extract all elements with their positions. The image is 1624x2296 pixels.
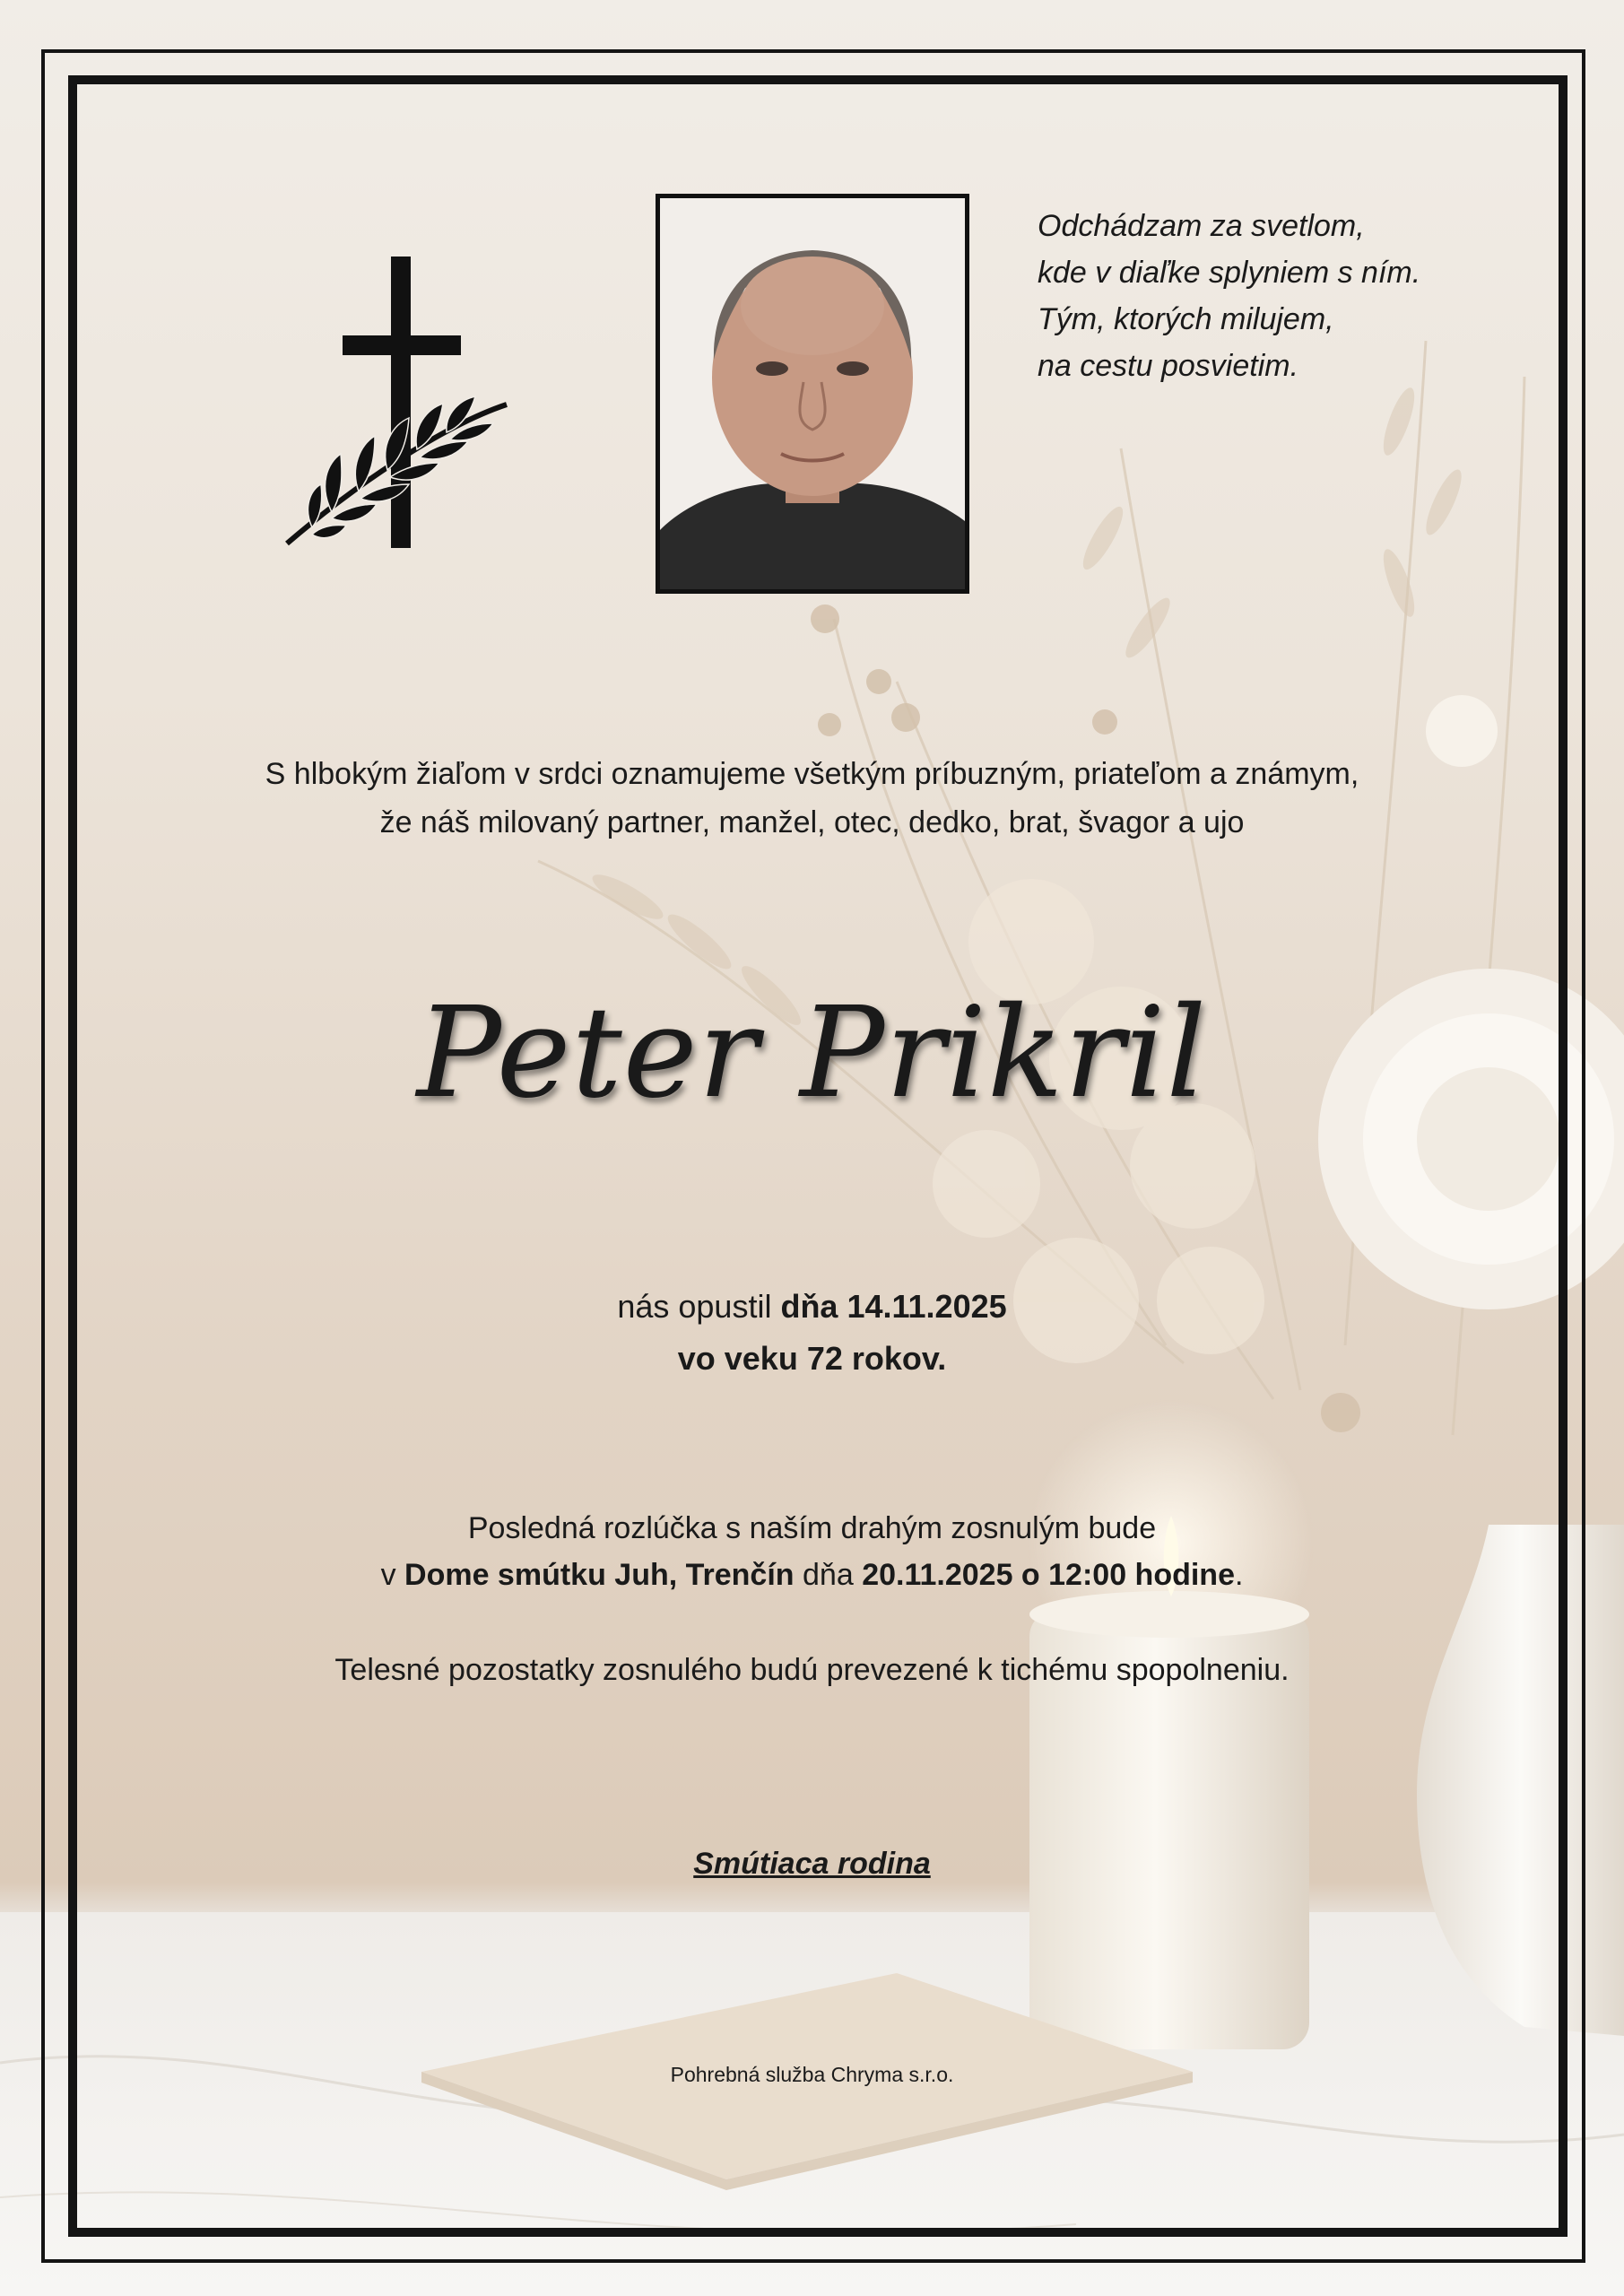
death-prefix: nás opustil	[617, 1288, 772, 1325]
remains-text: Telesné pozostatky zosnulého budú prevezené k tichému spopolneniu.	[334, 1653, 1290, 1687]
poem-line: kde v diaľke splyniem s ním.	[1038, 256, 1421, 290]
poem-line: Odchádzam za svetlom,	[1038, 209, 1365, 243]
farewell-line-2	[0, 1552, 1624, 1598]
farewell-line-1: Posledná rozlúčka s naším drahým zosnulým bude	[467, 1511, 1157, 1545]
portrait-image	[660, 198, 965, 589]
death-age: vo veku 72 rokov.	[677, 1340, 947, 1377]
announcement-line-1: S hlbokým žiaľom v srdci oznamujeme všetkým príbuzným, priateľom a známym,	[265, 757, 1359, 791]
farewell-info	[0, 1505, 1624, 1598]
farewell-datetime: 20.11.2025 o 12:00 hodine	[862, 1558, 1235, 1592]
family-signature: Smútiaca rodina	[693, 1847, 931, 1881]
portrait-photo	[656, 194, 969, 594]
deceased-name: Peter Prikril	[416, 980, 1208, 1126]
farewell-middle: dňa	[803, 1558, 854, 1592]
poem-line: Tým, ktorých milujem,	[1038, 302, 1334, 336]
funeral-service: Pohrebná služba Chryma s.r.o.	[670, 2063, 954, 2086]
farewell-prefix: v	[380, 1558, 396, 1592]
poem-line: na cestu posvietim.	[1038, 349, 1299, 383]
cross-icon	[278, 257, 529, 561]
announcement-line-2: že náš milovaný partner, manžel, otec, dedko, brat, švagor a ujo	[379, 805, 1245, 839]
death-date: dňa 14.11.2025	[780, 1288, 1007, 1325]
death-info	[0, 1281, 1624, 1385]
farewell-place: Dome smútku Juh, Trenčín	[404, 1558, 795, 1592]
announcement	[0, 750, 1624, 847]
poem	[1038, 203, 1540, 389]
farewell-suffix: .	[1234, 1558, 1244, 1592]
